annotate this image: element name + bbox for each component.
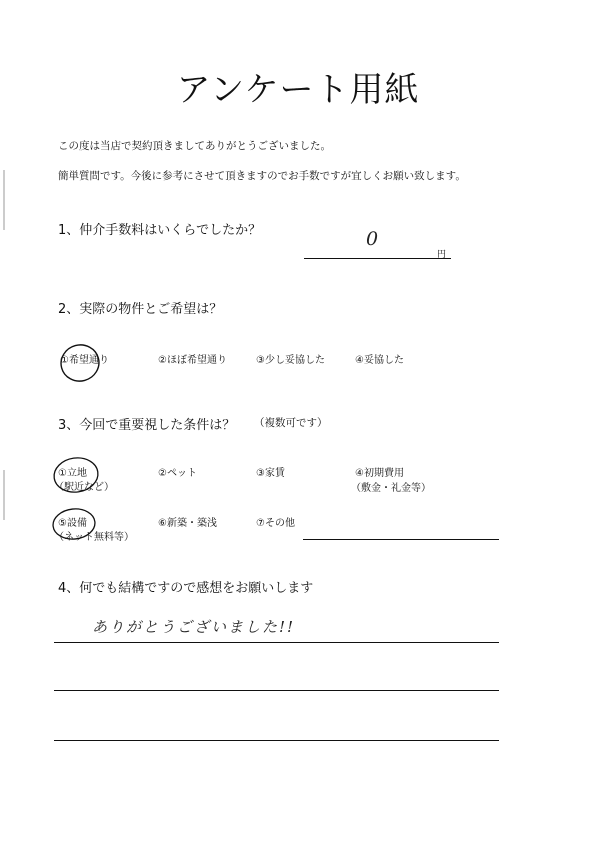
q3-option-4[interactable]: ④初期費用 (355, 468, 404, 479)
intro-line-1: この度は当店で契約頂きましてありがとうございました。 (58, 140, 331, 152)
question-2: 2、実際の物件とご希望は？ (58, 302, 223, 317)
q3-selection-circle-2 (52, 507, 97, 541)
page-title: アンケート用紙 (176, 70, 420, 110)
q3-option-4-sub: （敷金・礼金等） (351, 483, 431, 494)
q3-note: （複数可です） (254, 417, 328, 429)
fee-answer[interactable]: 0 (366, 228, 379, 250)
q2-option-1[interactable]: ①希望通り (60, 355, 109, 366)
comment-answer[interactable]: ありがとうございました!! (92, 618, 296, 636)
question-4: 4、何でも結構ですので感想をお願いします (58, 581, 314, 596)
intro-line-2: 簡単質問です。今後に参考にさせて頂きますのでお手数ですが宜しくお願い致します。 (58, 170, 466, 182)
question-3: 3、今回で重要視した条件は？ (58, 418, 236, 433)
q2-selection-circle (57, 341, 103, 386)
q2-option-4[interactable]: ④妥協した (355, 355, 404, 366)
q3-option-5-sub: （ネット無料等） (54, 532, 134, 543)
q3-option-3[interactable]: ③家賃 (256, 468, 285, 479)
q3-option-5[interactable]: ⑤設備 (58, 518, 87, 529)
q3-selection-circle-1 (52, 455, 100, 495)
q3-option-1-sub: （駅近など） (54, 482, 114, 493)
q3-option-7[interactable]: ⑦その他 (256, 518, 295, 529)
fee-unit: 円 (437, 250, 447, 260)
q2-option-3[interactable]: ③少し妥協した (256, 355, 325, 366)
q3-option-6[interactable]: ⑥新築・築浅 (158, 518, 217, 529)
q3-option-1[interactable]: ①立地 (58, 468, 87, 479)
question-1: 1、仲介手数料はいくらでしたか？ (58, 223, 262, 238)
q2-option-2[interactable]: ②ほぼ希望通り (158, 355, 227, 366)
q3-option-2[interactable]: ②ペット (158, 468, 197, 479)
